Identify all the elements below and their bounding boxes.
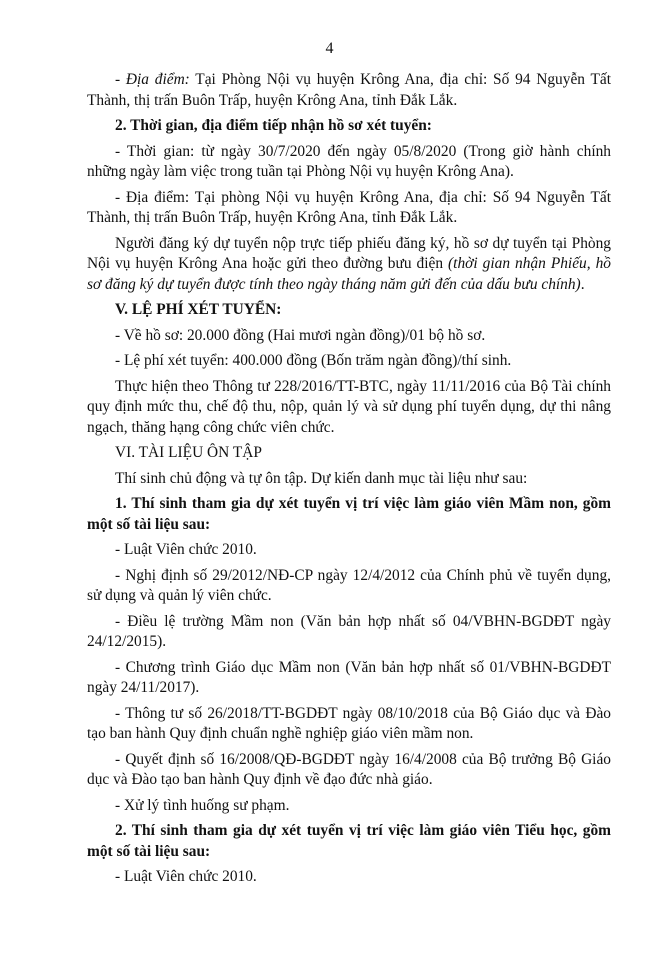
- list-item: - Thông tư số 26/2018/TT-BGDĐT ngày 08/10/2018 của Bộ Giáo dục và Đào tạo ban hành Quy định chuẩn nghề nghiệp giáo viên mầm non.: [87, 704, 611, 742]
- paragraph: Thí sinh chủ động và tự ôn tập. Dự kiến danh mục tài liệu như sau:: [115, 469, 528, 487]
- paragraph: Thực hiện theo Thông tư 228/2016/TT-BTC, ngày 11/11/2016 của Bộ Tài chính quy định mức thu, chế độ thu, nộp, quản lý và sử dụng phí tuyển dụng, dự thi nâng ngạch, thăng hạng công chức viên chức.: [87, 377, 611, 436]
- list-item: - Luật Viên chức 2010.: [115, 868, 257, 885]
- list-item: - Chương trình Giáo dục Mầm non (Văn bản hợp nhất số 01/VBHN-BGDĐT ngày 24/11/2017).: [87, 658, 611, 696]
- list-item: - Quyết định số 16/2008/QĐ-BGDĐT ngày 16/4/2008 của Bộ trưởng Bộ Giáo dục và Đào tạo ban hành Quy định về đạo đức nhà giáo.: [87, 750, 611, 788]
- paragraph: - Lệ phí xét tuyển: 400.000 đồng (Bốn trăm ngàn đồng)/thí sinh.: [115, 352, 512, 369]
- list-item: - Điều lệ trường Mầm non (Văn bản hợp nhất số 04/VBHN-BGDĐT ngày 24/12/2015).: [87, 612, 611, 650]
- document-body: [87, 70, 611, 893]
- italic-note: (thời gian nhận Phiếu, hồ sơ đăng ký dự tuyển được tính theo ngày tháng năm gửi đến của dấu bưu chính): [87, 255, 611, 293]
- text-run: Người đăng ký dự tuyển nộp trực tiếp phiếu đăng ký, hồ sơ dự tuyển tại Phòng Nội vụ huyện Krông Ana hoặc gửi theo đường bưu điện: [87, 234, 611, 272]
- paragraph: - Địa điểm: Tại phòng Nội vụ huyện Krông Ana, địa chỉ: Số 94 Nguyễn Tất Thành, thị trấn Buôn Trấp, huyện Krông Ana, tỉnh Đắk Lắk.: [87, 188, 611, 226]
- section-heading: 1. Thí sinh tham gia dự xét tuyển vị trí việc làm giáo viên Mầm non, gồm một số tài liệu sau:: [87, 495, 611, 533]
- text-run: .: [580, 275, 585, 293]
- paragraph: - Thời gian: từ ngày 30/7/2020 đến ngày 05/8/2020 (Trong giờ hành chính những ngày làm việc trong tuần tại Phòng Nội vụ huyện Krông Ana).: [87, 142, 611, 180]
- list-item: - Nghị định số 29/2012/NĐ-CP ngày 12/4/2012 của Chính phủ về tuyển dụng, sử dụng và quản lý viên chức.: [87, 566, 611, 604]
- italic-label: Địa điểm:: [125, 71, 190, 88]
- section-heading: 2. Thí sinh tham gia dự xét tuyển vị trí việc làm giáo viên Tiểu học, gồm một số tài liệu sau:: [87, 822, 611, 860]
- page-number: 4: [325, 40, 334, 57]
- text-run: Tại Phòng Nội vụ huyện Krông Ana, địa chỉ: Số 94 Nguyễn Tất Thành, thị trấn Buôn Trấp, huyện Krông Ana, tỉnh Đắk Lắk.: [87, 71, 611, 109]
- paragraph: - Về hồ sơ: 20.000 đồng (Hai mươi ngàn đồng)/01 bộ hồ sơ.: [115, 326, 486, 344]
- list-item: - Xử lý tình huống sư phạm.: [115, 796, 290, 814]
- section-heading: 2. Thời gian, địa điểm tiếp nhận hồ sơ xét tuyển:: [115, 117, 432, 134]
- submission-paragraph: [87, 234, 611, 296]
- section-heading: V. LỆ PHÍ XÉT TUYỂN:: [115, 301, 282, 318]
- location-paragraph: [87, 70, 611, 111]
- list-item: - Luật Viên chức 2010.: [115, 541, 257, 558]
- text-run: -: [115, 71, 126, 88]
- section-title: VI. TÀI LIỆU ÔN TẬP: [115, 444, 262, 461]
